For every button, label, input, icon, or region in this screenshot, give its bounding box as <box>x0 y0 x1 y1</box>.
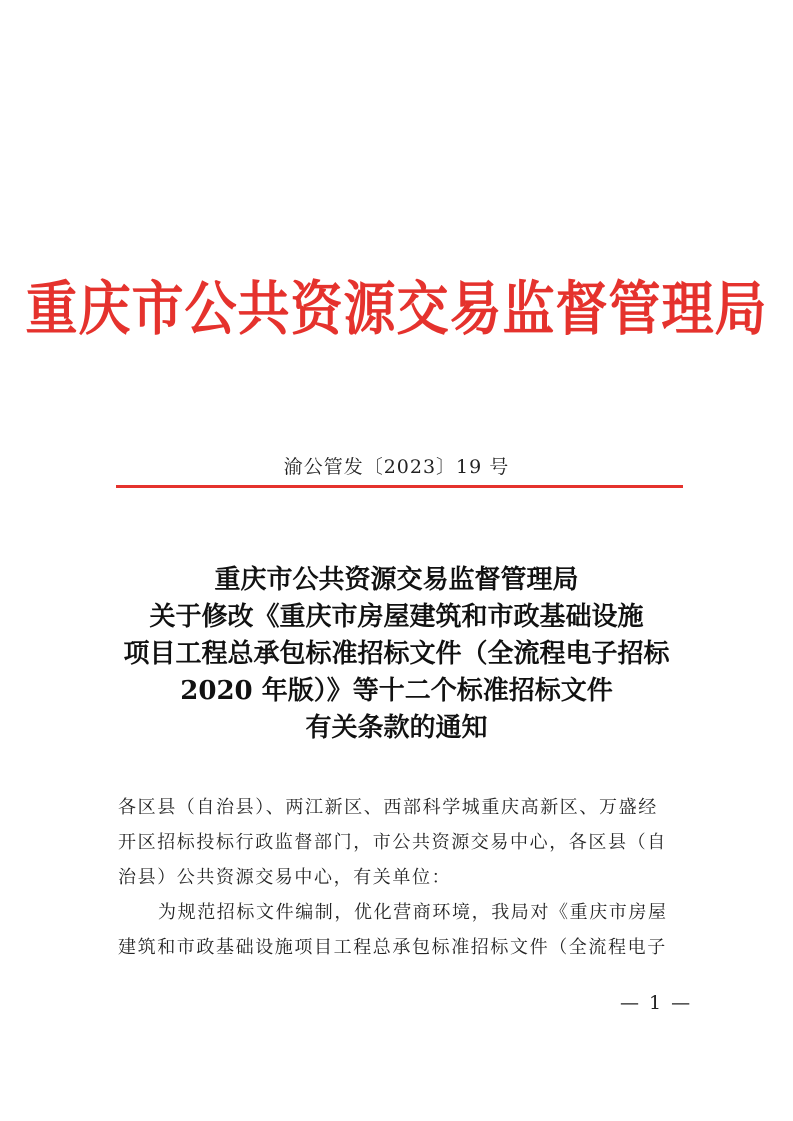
notice-title-line-4: 2020 年版）》等十二个标准招标文件 <box>180 676 613 706</box>
notice-title-line-3: 项目工程总承包标准招标文件（全流程电子招标 <box>123 639 670 669</box>
page-number: — 1 — <box>620 992 693 1014</box>
document-number: 渝公管发〔2023〕19 号 <box>283 456 510 478</box>
notice-title <box>0 562 793 747</box>
addressee-line-2: 开区招标投标行政监督部门，市公共资源交易中心，各区县（自 <box>118 832 667 853</box>
addressee-line-3: 治县）公共资源交易中心，有关单位： <box>118 867 452 888</box>
addressee-line-1: 各区县（自治县）、两江新区、西部科学城重庆高新区、万盛经 <box>118 797 658 818</box>
notice-body <box>118 790 684 965</box>
red-separator-line <box>116 485 683 488</box>
body-paragraph-line-2: 建筑和市政基础设施项目工程总承包标准招标文件（全流程电子 <box>118 937 667 958</box>
notice-title-line-2: 关于修改《重庆市房屋建筑和市政基础设施 <box>149 602 644 632</box>
notice-title-line-5: 有关条款的通知 <box>305 713 488 743</box>
agency-header-title: 重庆市公共资源交易监督管理局 <box>25 276 768 344</box>
body-paragraph-line-1: 为规范招标文件编制，优化营商环境，我局对《重庆市房屋 <box>158 902 668 923</box>
notice-title-line-1: 重庆市公共资源交易监督管理局 <box>214 565 579 595</box>
